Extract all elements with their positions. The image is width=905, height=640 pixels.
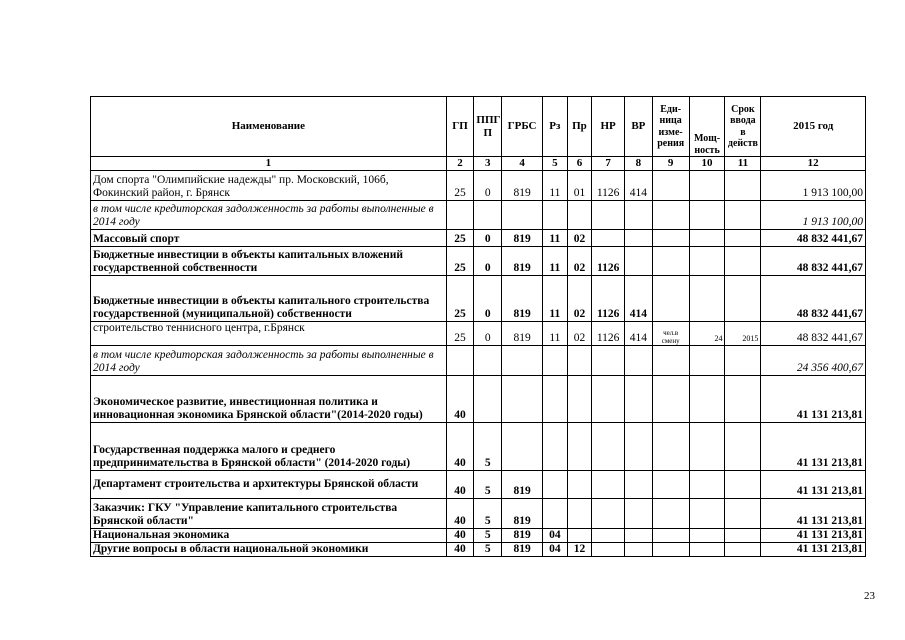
row-vr: 414 <box>625 276 653 322</box>
row-vr <box>625 529 653 543</box>
row-ppg: 0 <box>474 276 502 322</box>
row-rz <box>543 499 568 529</box>
row-term <box>725 499 761 529</box>
col-number: 10 <box>689 157 725 171</box>
row-amount: 48 832 441,67 <box>761 276 866 322</box>
row-gp: 25 <box>446 276 474 322</box>
col-number: 5 <box>543 157 568 171</box>
row-nr: 1126 <box>592 276 625 322</box>
row-vr: 414 <box>625 171 653 201</box>
row-gp: 25 <box>446 230 474 247</box>
row-name: Массовый спорт <box>91 230 447 247</box>
row-amount: 41 131 213,81 <box>761 543 866 557</box>
row-amount: 41 131 213,81 <box>761 376 866 423</box>
row-nr <box>592 529 625 543</box>
table-row <box>91 276 866 322</box>
row-amount: 24 356 400,67 <box>761 346 866 376</box>
row-ppg: 5 <box>474 499 502 529</box>
table-row <box>91 247 866 276</box>
row-pr: 01 <box>567 171 592 201</box>
row-nr <box>592 499 625 529</box>
row-rz: 11 <box>543 276 568 322</box>
row-amount: 41 131 213,81 <box>761 423 866 471</box>
row-nr <box>592 346 625 376</box>
row-nr: 1126 <box>592 171 625 201</box>
row-power <box>689 376 725 423</box>
row-vr: 414 <box>625 322 653 346</box>
row-grbs: 819 <box>502 471 543 499</box>
row-grbs <box>502 346 543 376</box>
header-name: Наименование <box>91 97 447 157</box>
header-rz: Рз <box>543 97 568 157</box>
header-term: Срок ввода в действ <box>725 97 761 157</box>
row-gp: 40 <box>446 423 474 471</box>
row-rz: 04 <box>543 543 568 557</box>
row-amount: 41 131 213,81 <box>761 499 866 529</box>
row-rz <box>543 423 568 471</box>
row-gp <box>446 201 474 230</box>
row-grbs: 819 <box>502 171 543 201</box>
row-rz: 11 <box>543 171 568 201</box>
row-rz: 11 <box>543 230 568 247</box>
row-ppg: 5 <box>474 471 502 499</box>
header-ppg: ППГ П <box>474 97 502 157</box>
row-name: Экономическое развитие, инвестиционная политика и инновационная экономика Брянской области"(2014-2020 годы) <box>91 376 447 423</box>
row-nr <box>592 376 625 423</box>
row-rz <box>543 346 568 376</box>
row-gp: 40 <box>446 543 474 557</box>
row-grbs: 819 <box>502 543 543 557</box>
row-ppg: 5 <box>474 543 502 557</box>
row-vr <box>625 346 653 376</box>
table-row <box>91 529 866 543</box>
row-gp <box>446 346 474 376</box>
row-power <box>689 471 725 499</box>
row-vr <box>625 376 653 423</box>
col-number: 6 <box>567 157 592 171</box>
row-gp: 25 <box>446 171 474 201</box>
row-rz <box>543 201 568 230</box>
row-amount: 41 131 213,81 <box>761 529 866 543</box>
row-nr: 1126 <box>592 247 625 276</box>
row-pr <box>567 201 592 230</box>
table-row <box>91 423 866 471</box>
row-unit <box>652 346 689 376</box>
row-grbs: 819 <box>502 499 543 529</box>
col-number: 7 <box>592 157 625 171</box>
row-name: в том числе кредиторская задолженность за работы выполненные в 2014 году <box>91 346 447 376</box>
row-grbs <box>502 201 543 230</box>
table-row <box>91 322 866 346</box>
row-unit <box>652 543 689 557</box>
row-grbs <box>502 423 543 471</box>
row-grbs: 819 <box>502 529 543 543</box>
row-grbs: 819 <box>502 230 543 247</box>
row-name: строительство теннисного центра, г.Брянск <box>91 322 447 346</box>
row-vr <box>625 423 653 471</box>
header-year: 2015 год <box>761 97 866 157</box>
row-power <box>689 201 725 230</box>
row-vr <box>625 471 653 499</box>
row-unit: чел.в смену <box>652 322 689 346</box>
col-number: 4 <box>502 157 543 171</box>
row-gp: 40 <box>446 376 474 423</box>
row-term <box>725 529 761 543</box>
row-unit <box>652 376 689 423</box>
row-name: Дом спорта "Олимпийские надежды" пр. Московский, 106б, Фокинский район, г. Брянск <box>91 171 447 201</box>
table-header-row <box>91 97 866 157</box>
row-pr <box>567 346 592 376</box>
table-row <box>91 171 866 201</box>
col-number: 1 <box>91 157 447 171</box>
row-amount: 48 832 441,67 <box>761 322 866 346</box>
row-grbs: 819 <box>502 322 543 346</box>
row-unit <box>652 171 689 201</box>
row-term <box>725 276 761 322</box>
table-row <box>91 471 866 499</box>
row-name: Департамент строительства и архитектуры Брянской области <box>91 471 447 499</box>
header-grbs: ГРБС <box>502 97 543 157</box>
budget-table <box>90 96 866 557</box>
row-gp: 40 <box>446 529 474 543</box>
row-grbs <box>502 376 543 423</box>
row-amount: 41 131 213,81 <box>761 471 866 499</box>
row-rz: 04 <box>543 529 568 543</box>
row-name: в том числе кредиторская задолженность за работы выполненные в 2014 году <box>91 201 447 230</box>
row-nr <box>592 423 625 471</box>
row-vr <box>625 543 653 557</box>
row-unit <box>652 276 689 322</box>
row-rz: 11 <box>543 322 568 346</box>
row-pr <box>567 499 592 529</box>
row-pr <box>567 471 592 499</box>
row-ppg: 0 <box>474 322 502 346</box>
row-power <box>689 499 725 529</box>
row-ppg: 0 <box>474 230 502 247</box>
row-pr <box>567 376 592 423</box>
row-power <box>689 230 725 247</box>
row-nr <box>592 543 625 557</box>
row-ppg: 0 <box>474 171 502 201</box>
row-unit <box>652 247 689 276</box>
table-row <box>91 201 866 230</box>
row-term <box>725 171 761 201</box>
header-vr: ВР <box>625 97 653 157</box>
col-number: 9 <box>652 157 689 171</box>
row-name: Национальная экономика <box>91 529 447 543</box>
row-unit <box>652 230 689 247</box>
row-vr <box>625 247 653 276</box>
row-unit <box>652 423 689 471</box>
row-pr: 02 <box>567 230 592 247</box>
row-rz <box>543 376 568 423</box>
row-name: Бюджетные инвестиции в объекты капитальных вложений государственной собственности <box>91 247 447 276</box>
table-row <box>91 346 866 376</box>
row-power <box>689 529 725 543</box>
row-unit <box>652 201 689 230</box>
column-number-row <box>91 157 866 171</box>
row-term <box>725 423 761 471</box>
row-gp: 25 <box>446 247 474 276</box>
row-power <box>689 276 725 322</box>
row-nr <box>592 201 625 230</box>
row-power <box>689 423 725 471</box>
row-vr <box>625 230 653 247</box>
row-gp: 25 <box>446 322 474 346</box>
row-ppg <box>474 201 502 230</box>
row-power: 24 <box>689 322 725 346</box>
row-pr: 02 <box>567 322 592 346</box>
row-nr <box>592 471 625 499</box>
row-rz <box>543 471 568 499</box>
row-vr <box>625 499 653 529</box>
row-term <box>725 543 761 557</box>
row-grbs: 819 <box>502 247 543 276</box>
row-grbs: 819 <box>502 276 543 322</box>
row-amount: 1 913 100,00 <box>761 201 866 230</box>
row-pr: 12 <box>567 543 592 557</box>
row-term: 2015 <box>725 322 761 346</box>
row-name: Государственная поддержка малого и среднего предпринимательства в Брянской области" (2014-2020 годы) <box>91 423 447 471</box>
header-unit: Еди- ница изме- рения <box>652 97 689 157</box>
row-unit <box>652 529 689 543</box>
row-name: Другие вопросы в области национальной экономики <box>91 543 447 557</box>
row-name: Заказчик: ГКУ "Управление капитального строительства Брянской области" <box>91 499 447 529</box>
row-power <box>689 346 725 376</box>
row-amount: 48 832 441,67 <box>761 230 866 247</box>
row-nr: 1126 <box>592 322 625 346</box>
col-number: 11 <box>725 157 761 171</box>
row-term <box>725 201 761 230</box>
header-power: Мощ- ность <box>689 97 725 157</box>
header-gp: ГП <box>446 97 474 157</box>
row-amount: 48 832 441,67 <box>761 247 866 276</box>
table-row <box>91 376 866 423</box>
row-term <box>725 471 761 499</box>
row-rz: 11 <box>543 247 568 276</box>
row-vr <box>625 201 653 230</box>
col-number: 3 <box>474 157 502 171</box>
row-pr: 02 <box>567 247 592 276</box>
row-term <box>725 376 761 423</box>
row-nr <box>592 230 625 247</box>
row-name: Бюджетные инвестиции в объекты капитального строительства государственной (муниципальной) собственности <box>91 276 447 322</box>
row-amount: 1 913 100,00 <box>761 171 866 201</box>
row-term <box>725 346 761 376</box>
row-pr <box>567 529 592 543</box>
row-pr <box>567 423 592 471</box>
row-ppg <box>474 376 502 423</box>
row-power <box>689 543 725 557</box>
header-nr: НР <box>592 97 625 157</box>
row-term <box>725 247 761 276</box>
col-number: 2 <box>446 157 474 171</box>
row-unit <box>652 499 689 529</box>
row-ppg: 5 <box>474 423 502 471</box>
row-power <box>689 171 725 201</box>
row-ppg <box>474 346 502 376</box>
row-unit <box>652 471 689 499</box>
row-pr: 02 <box>567 276 592 322</box>
row-power <box>689 247 725 276</box>
col-number: 8 <box>625 157 653 171</box>
row-gp: 40 <box>446 471 474 499</box>
row-gp: 40 <box>446 499 474 529</box>
row-term <box>725 230 761 247</box>
table-row <box>91 543 866 557</box>
page-number: 23 <box>864 590 875 602</box>
table-row <box>91 230 866 247</box>
table-row <box>91 499 866 529</box>
header-pr: Пр <box>567 97 592 157</box>
col-number: 12 <box>761 157 866 171</box>
row-ppg: 0 <box>474 247 502 276</box>
row-ppg: 5 <box>474 529 502 543</box>
